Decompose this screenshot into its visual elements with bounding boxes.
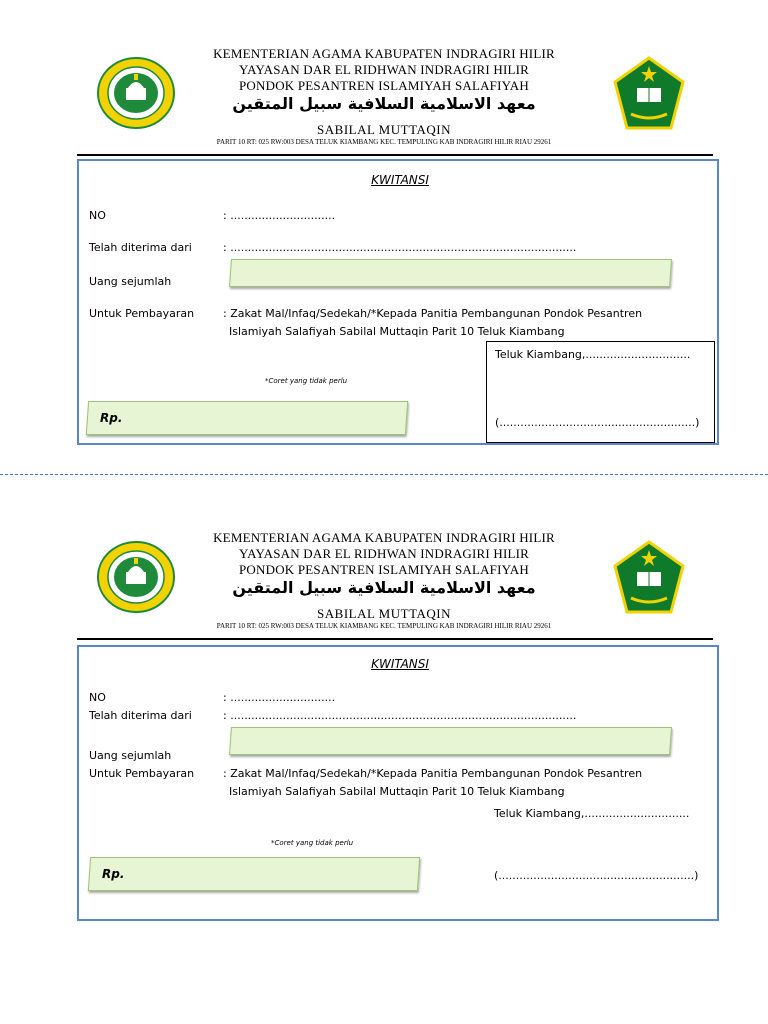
rp-label: Rp. [100, 411, 123, 425]
receipt-title: KWITANSI [371, 173, 429, 187]
arabic-name: معهد الاسلامية السلافية سبيل المتقين [232, 94, 536, 113]
strike-note: *Coret yang tidak perlu [265, 377, 348, 385]
payment-label: Untuk Pembayaran [89, 307, 195, 320]
received-from-field[interactable]: : ................................................................................................... [223, 241, 577, 254]
amount-label: Uang sejumlah [89, 749, 172, 762]
pesantren-logo-icon [96, 56, 176, 130]
receipt-box [77, 159, 719, 445]
received-from-label: Telah diterima dari [89, 709, 192, 722]
foundation-line: YAYASAN DAR EL RIDHWAN INDRAGIRI HILIR [238, 62, 530, 77]
strike-note: *Coret yang tidak perlu [271, 839, 354, 847]
arabic-name: معهد الاسلامية السلافية سبيل المتقين [232, 578, 536, 597]
no-field[interactable]: : .............................. [223, 691, 336, 704]
rp-field[interactable] [86, 401, 408, 435]
ministry-line: KEMENTERIAN AGAMA KABUPATEN INDRAGIRI HILIR [213, 530, 555, 545]
address-line: PARIT 10 RT: 025 RW:003 DESA TELUK KIAMBANG KEC. TEMPULING KAB INDRAGIRI HILIR RIAU 29261 [216, 138, 552, 146]
no-label: NO [89, 209, 106, 222]
school-line: PONDOK PESANTREN ISLAMIYAH SALAFIYAH [239, 78, 529, 93]
place-date[interactable]: Teluk Kiambang,.............................. [494, 807, 690, 820]
signature-box [486, 341, 715, 443]
ministry-logo-icon [613, 56, 685, 132]
rp-label: Rp. [102, 867, 125, 881]
ministry-line: KEMENTERIAN AGAMA KABUPATEN INDRAGIRI HILIR [213, 46, 555, 61]
payment-text-line1: : Zakat Mal/Infaq/Sedekah/*Kepada Panitia Pembangunan Pondok Pesantren [223, 767, 643, 780]
payment-text-line1: : Zakat Mal/Infaq/Sedekah/*Kepada Panitia Pembangunan Pondok Pesantren [223, 307, 643, 320]
amount-field[interactable] [229, 727, 672, 755]
cut-line [0, 474, 768, 475]
ministry-logo-icon [613, 540, 685, 616]
no-field[interactable]: : .............................. [223, 209, 336, 222]
header-divider [77, 154, 713, 156]
pesantren-logo-icon [96, 540, 176, 614]
received-from-label: Telah diterima dari [89, 241, 192, 254]
amount-label: Uang sejumlah [89, 275, 172, 288]
institution-name: SABILAL MUTTAQIN [317, 122, 451, 137]
rp-field[interactable] [88, 857, 420, 891]
amount-field[interactable] [229, 259, 672, 287]
place-date[interactable]: Teluk Kiambang,.............................. [495, 348, 691, 361]
address-line: PARIT 10 RT: 025 RW:003 DESA TELUK KIAMBANG KEC. TEMPULING KAB INDRAGIRI HILIR RIAU 29261 [216, 622, 552, 630]
header-divider [77, 638, 713, 640]
receipt-box [77, 645, 719, 921]
signature-line[interactable]: (........................................................) [495, 416, 700, 429]
institution-name: SABILAL MUTTAQIN [317, 606, 451, 621]
received-from-field[interactable]: : ................................................................................................... [223, 709, 577, 722]
receipt-title: KWITANSI [371, 657, 429, 671]
no-label: NO [89, 691, 106, 704]
payment-text-line2: Islamiyah Salafiyah Sabilal Muttaqin Parit 10 Teluk Kiambang [229, 325, 565, 338]
payment-text-line2: Islamiyah Salafiyah Sabilal Muttaqin Parit 10 Teluk Kiambang [229, 785, 565, 798]
foundation-line: YAYASAN DAR EL RIDHWAN INDRAGIRI HILIR [238, 546, 530, 561]
school-line: PONDOK PESANTREN ISLAMIYAH SALAFIYAH [239, 562, 529, 577]
payment-label: Untuk Pembayaran [89, 767, 195, 780]
signature-line[interactable]: (........................................................) [494, 869, 699, 882]
